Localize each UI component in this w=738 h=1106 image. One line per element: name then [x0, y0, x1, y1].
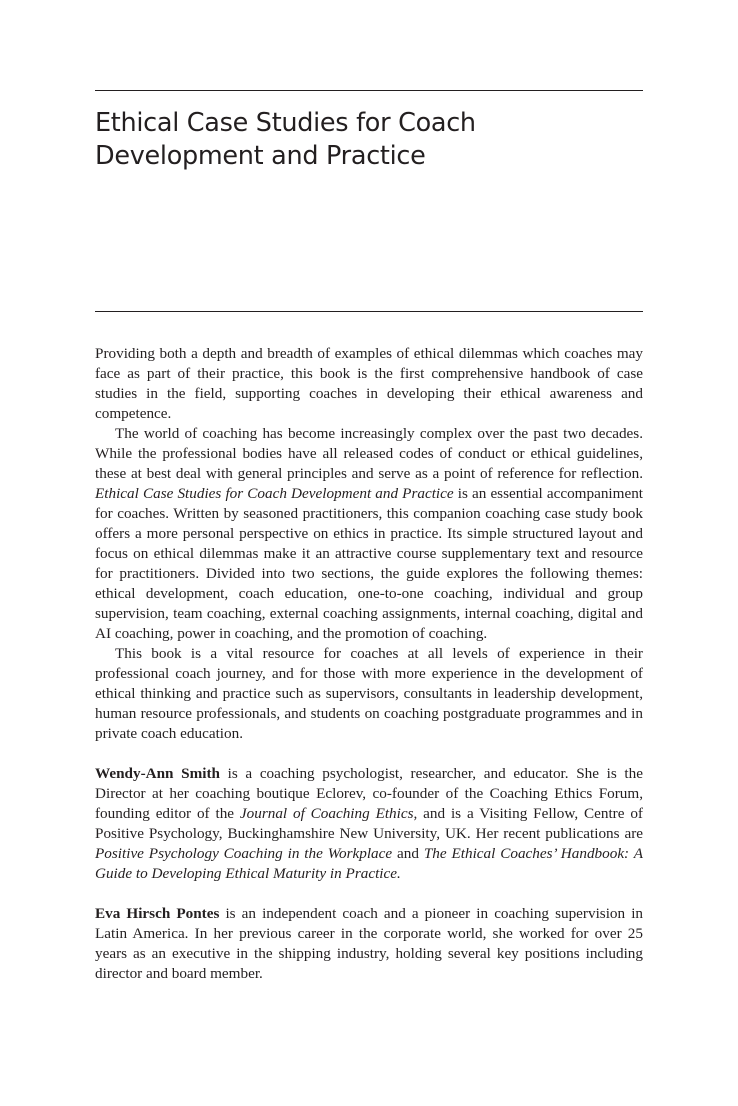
description-p2-text-a: The world of coaching has become increasingly complex over the past two decades. While the professional bodies have all released codes of conduct or ethical guidelines, these at best deal with general principles and serve as a point of reference for reflection. [95, 425, 643, 482]
description-p2-book-title: Ethical Case Studies for Coach Development and Practice [95, 485, 454, 502]
book-title [95, 107, 476, 173]
author-1-bio-c: and [392, 845, 424, 862]
author-1-journal: Journal of Coaching Ethics [239, 805, 414, 822]
description-p3-text: This book is a vital resource for coaches at all levels of experience in their professional coach journey, and for those with more experience in the development of ethical thinking and practice such as supervisors, consultants in leadership development, human resource professionals, and students on coaching postgraduate programmes and in private coach education. [95, 645, 643, 742]
author-1-bio-b: , and is a Visiting Fellow, Centre of Positive Psychology, Buckinghamshire New University, UK. Her recent publications are [95, 805, 643, 842]
description-p1-text: Providing both a depth and breadth of examples of ethical dilemmas which coaches may face as part of their practice, this book is the first comprehensive handbook of case studies in the field, supporting coaches in developing their ethical awareness and competence. [95, 345, 643, 422]
author-1-name: Wendy-Ann Smith [95, 765, 220, 782]
bottom-rule [95, 311, 643, 312]
top-rule [95, 90, 643, 91]
author-1-bio-a: is a coaching psychologist, researcher, and educator. She is the Director at her coaching boutique Eclorev, co-founder of the Coaching Ethics Forum, founding editor of the [95, 765, 643, 822]
book-description [95, 344, 643, 984]
description-paragraph-3 [95, 644, 643, 744]
book-title-line-1: Ethical Case Studies for Coach [95, 108, 476, 138]
author-1-publication-2: The Ethical Coaches’ Handbook: A Guide to Developing Ethical Maturity in Practice. [95, 845, 643, 882]
description-p2-text-b: is an essential accompaniment for coaches. Written by seasoned practitioners, this companion coaching case study book offers a more personal perspective on ethics in practice. Its simple structured layout and focus on ethical dilemmas make it an attractive course supplementary text and resource for practitioners. Divided into two sections, the guide explores the following themes: ethical development, coach education, one-to-one coaching, individual and group supervision, team coaching, external coaching assignments, internal coaching, digital and AI coaching, power in coaching, and the promotion of coaching. [95, 485, 644, 642]
description-paragraph-1 [95, 344, 643, 424]
description-paragraph-2 [95, 424, 643, 644]
author-2-bio: is an independent coach and a pioneer in coaching supervision in Latin America. In her previous career in the corporate world, she worked for over 25 years as an executive in the shipping industry, holding several key positions including director and board member. [95, 905, 644, 982]
book-title-line-2: Development and Practice [95, 141, 426, 171]
author-bio-2 [95, 904, 643, 984]
author-1-publication-1: Positive Psychology Coaching in the Workplace [95, 845, 393, 862]
author-2-name: Eva Hirsch Pontes [95, 905, 220, 922]
author-bio-1 [95, 764, 643, 884]
